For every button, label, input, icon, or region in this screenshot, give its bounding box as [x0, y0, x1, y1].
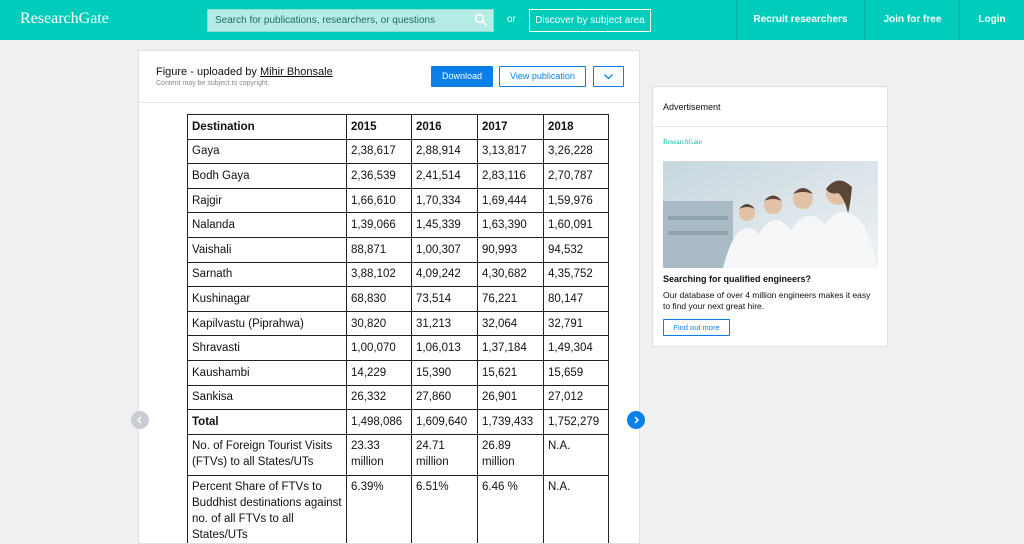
copyright-note: Content may be subject to copyright.	[156, 80, 270, 87]
table-row	[188, 188, 609, 213]
ad-headline: Searching for qualified engineers?	[663, 274, 812, 284]
value-cell: 26.89 million	[478, 434, 544, 475]
value-cell: 2018	[544, 115, 609, 140]
ad-image[interactable]	[663, 161, 878, 268]
value-cell: 2,83,116	[478, 164, 544, 189]
engineers-photo	[663, 161, 878, 268]
value-cell: 2,36,539	[347, 164, 412, 189]
row-label-cell: Rajgir	[188, 188, 347, 213]
value-cell: 2,70,787	[544, 164, 609, 189]
table-row	[188, 237, 609, 262]
row-label-cell: Kushinagar	[188, 287, 347, 312]
more-options-button[interactable]	[593, 66, 624, 87]
value-cell: 2,41,514	[412, 164, 478, 189]
value-cell: 1,45,339	[412, 213, 478, 238]
table-header-row	[188, 115, 609, 140]
value-cell: 90,993	[478, 237, 544, 262]
table-row	[188, 213, 609, 238]
ad-brand-logo: ResearchGate	[663, 138, 702, 146]
row-label-cell: Destination	[188, 115, 347, 140]
download-button[interactable]: Download	[431, 66, 493, 87]
value-cell: 3,13,817	[478, 139, 544, 164]
table-row	[188, 434, 609, 475]
table-row	[188, 385, 609, 410]
value-cell: 15,621	[478, 360, 544, 385]
search-input[interactable]	[207, 9, 494, 32]
figure-card	[138, 50, 640, 544]
advertisement-label: Advertisement	[663, 102, 721, 112]
table-row	[188, 287, 609, 312]
previous-figure-button[interactable]	[131, 411, 149, 429]
join-for-free-link[interactable]: Join for free	[864, 0, 960, 40]
row-label-cell: Percent Share of FTVs to Buddhist destinations against no. of all FTVs to all States/UTs	[188, 475, 347, 544]
value-cell: 1,609,640	[412, 410, 478, 435]
search-placeholder: Search for publications, researchers, or questions	[215, 15, 436, 26]
search-icon[interactable]	[474, 13, 488, 27]
value-cell: 1,49,304	[544, 336, 609, 361]
row-label-cell: Gaya	[188, 139, 347, 164]
value-cell: 32,791	[544, 311, 609, 336]
value-cell: 4,35,752	[544, 262, 609, 287]
value-cell: 1,00,307	[412, 237, 478, 262]
value-cell: 15,390	[412, 360, 478, 385]
value-cell: 6.51%	[412, 475, 478, 544]
or-label: or	[507, 14, 516, 25]
value-cell: 31,213	[412, 311, 478, 336]
find-out-more-button[interactable]: Find out more	[663, 319, 730, 336]
value-cell: 88,871	[347, 237, 412, 262]
row-label-cell: Kapilvastu (Piprahwa)	[188, 311, 347, 336]
row-label-cell: Vaishali	[188, 237, 347, 262]
table-row	[188, 360, 609, 385]
value-cell: 3,88,102	[347, 262, 412, 287]
value-cell: 73,514	[412, 287, 478, 312]
value-cell: 3,26,228	[544, 139, 609, 164]
figure-header	[139, 51, 639, 103]
value-cell: 1,70,334	[412, 188, 478, 213]
value-cell: 4,30,682	[478, 262, 544, 287]
top-nav	[0, 0, 1024, 40]
figure-title-prefix: Figure - uploaded by	[156, 66, 260, 78]
value-cell: 30,820	[347, 311, 412, 336]
row-label-cell: Bodh Gaya	[188, 164, 347, 189]
value-cell: 94,532	[544, 237, 609, 262]
value-cell: 1,739,433	[478, 410, 544, 435]
recruit-researchers-link[interactable]: Recruit researchers	[736, 0, 864, 40]
table-row	[188, 475, 609, 544]
value-cell: 2,88,914	[412, 139, 478, 164]
researchgate-logo[interactable]: ResearchGate	[20, 10, 109, 27]
value-cell: 24.71 million	[412, 434, 478, 475]
value-cell: 6.46 %	[478, 475, 544, 544]
value-cell: N.A.	[544, 434, 609, 475]
value-cell: 1,752,279	[544, 410, 609, 435]
value-cell: 2015	[347, 115, 412, 140]
value-cell: 1,39,066	[347, 213, 412, 238]
value-cell: 1,06,013	[412, 336, 478, 361]
value-cell: 1,69,444	[478, 188, 544, 213]
row-label-cell: Total	[188, 410, 347, 435]
value-cell: 68,830	[347, 287, 412, 312]
value-cell: 1,60,091	[544, 213, 609, 238]
value-cell: 2,38,617	[347, 139, 412, 164]
discover-subject-button[interactable]: Discover by subject area	[529, 9, 651, 32]
value-cell: 6.39%	[347, 475, 412, 544]
value-cell: 1,66,610	[347, 188, 412, 213]
value-cell: 1,37,184	[478, 336, 544, 361]
value-cell: 1,00,070	[347, 336, 412, 361]
value-cell: 1,63,390	[478, 213, 544, 238]
value-cell: 23.33 million	[347, 434, 412, 475]
table-row	[188, 336, 609, 361]
chevron-right-icon	[627, 411, 645, 429]
row-label-cell: Nalanda	[188, 213, 347, 238]
value-cell: 15,659	[544, 360, 609, 385]
row-label-cell: Kaushambi	[188, 360, 347, 385]
value-cell: N.A.	[544, 475, 609, 544]
value-cell: 1,59,976	[544, 188, 609, 213]
value-cell: 76,221	[478, 287, 544, 312]
figure-table	[187, 114, 609, 544]
value-cell: 4,09,242	[412, 262, 478, 287]
row-label-cell: Sankisa	[188, 385, 347, 410]
advertisement-panel	[652, 86, 888, 347]
value-cell: 80,147	[544, 287, 609, 312]
chevron-down-icon	[594, 67, 623, 86]
row-label-cell: No. of Foreign Tourist Visits (FTVs) to all States/UTs	[188, 434, 347, 475]
value-cell: 26,332	[347, 385, 412, 410]
divider	[653, 126, 887, 127]
value-cell: 27,012	[544, 385, 609, 410]
value-cell: 32,064	[478, 311, 544, 336]
table-row	[188, 311, 609, 336]
value-cell: 26,901	[478, 385, 544, 410]
table-row	[188, 139, 609, 164]
row-label-cell: Shravasti	[188, 336, 347, 361]
login-link[interactable]: Login	[959, 0, 1024, 40]
value-cell: 2017	[478, 115, 544, 140]
table-row	[188, 164, 609, 189]
uploader-link[interactable]: Mihir Bhonsale	[259, 66, 333, 78]
row-label-cell: Sarnath	[188, 262, 347, 287]
value-cell: 14,229	[347, 360, 412, 385]
table-row	[188, 262, 609, 287]
chevron-left-icon	[131, 411, 149, 429]
table-row	[188, 410, 609, 435]
ad-body-text: Our database of over 4 million engineers makes it easy to find your next great hire.	[663, 290, 871, 311]
next-figure-button[interactable]	[627, 411, 645, 429]
figure-title	[156, 66, 333, 78]
view-publication-button[interactable]: View publication	[499, 66, 586, 87]
value-cell: 1,498,086	[347, 410, 412, 435]
value-cell: 2016	[412, 115, 478, 140]
value-cell: 27,860	[412, 385, 478, 410]
